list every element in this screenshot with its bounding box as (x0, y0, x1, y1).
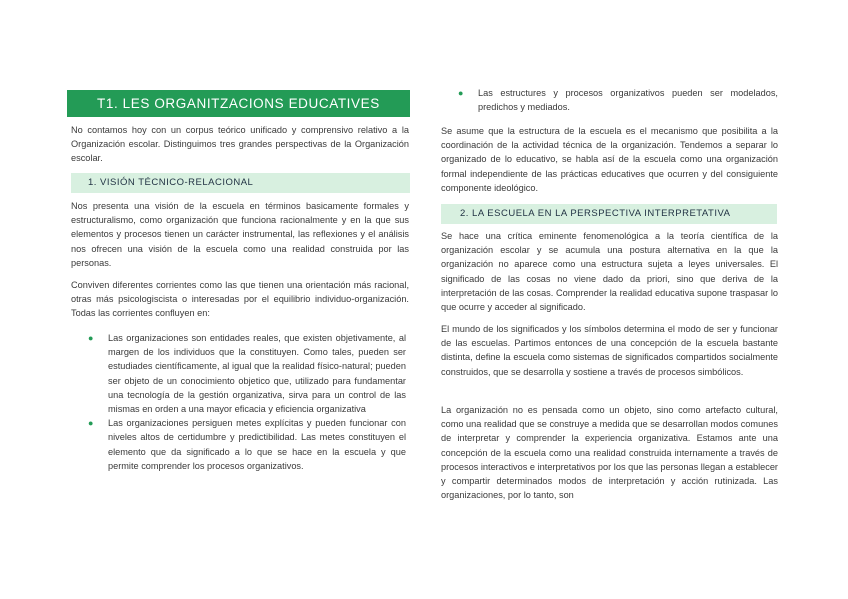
intro-paragraph: No contamos hoy con un corpus teórico unificado y comprensivo relativo a la Organización escolar. Distinguimos tres grandes perspectivas de la Organización escolar. (71, 125, 409, 164)
list-item-text: Las organizaciones persiguen metes explícitas y pueden funcionar con niveles altos de certidumbre y predictibilidad. Las metes constituyen el elemento que da significado a lo que se hace en la escuela y que permite comprender los procesos organizativos. (108, 418, 406, 471)
list-item-text: Las organizaciones son entidades reales, que existen objetivamente, al margen de los individuos que la constituyen. Como tales, pueden ser estudiades científicamente, al igual que la realidad físico-natural; pueden ser objeto de un conocimiento objetico que, utilizado para fundamentar una tecnología de la gestión organizativa, sirva para un control de las mismas en orden a una mayor eficacia y eficiencia organizativa (108, 333, 406, 415)
section2-paragraph-3: La organización no es pensada como un objeto, sino como artefacto cultural, como una realidad que se construye a medida que se desarrollan modos comunes de interpretar y comprender la experiencia organizativa. Estamos ante una concepción de la escuela como una realidad construida internamente a través de procesos interactivos e interpretativos por los que las personas llegan a establecer y compartir determinados modos de interpretación y acción rutinizada. Las organizaciones, por lo tanto, son (441, 405, 778, 501)
list-item (88, 331, 406, 416)
list-item-text: Las estructures y procesos organizativos pueden ser modelados, predichos y mediados. (478, 88, 778, 113)
section1-paragraph-1: Nos presenta una visión de la escuela en términos basicamente formales y estructuralismo, como organización que funciona racionalmente y en la que sus elementos y procesos tienen un carácter instrumental, las reflexiones y el análisis nos ofrecen una visión de la escuela como una realidad construida por las personas. (71, 201, 409, 268)
section1-paragraph-2: Conviven diferentes corrientes como las que tienen una orientación más racional, otras más psicologiscista o interesadas por el equilibrio individuo-organización. Todas las corrientes confluyen en: (71, 280, 409, 319)
bullet-dot-icon: ● (88, 333, 94, 343)
section-heading-2: 2. LA ESCUELA EN LA PERSPECTIVA INTERPRETATIVA (441, 204, 777, 224)
section1-bullet-list (88, 331, 406, 473)
list-item (458, 86, 778, 114)
list-item (88, 416, 406, 473)
section2-paragraph-1: Se hace una crítica eminente fenomenológica a la teoría científica de la organización escolar y se acumula una postura alternativa en la que la organización no aparece como una estructura sujeta a leyes universales. El significado de las cosas no viene dado da priori, sino que deriva de la interpretación de las cosas. Comprender la realidad educativa supone traspasar lo que ocurre y acceder al significado. (441, 231, 778, 313)
right-paragraph-1: Se asume que la estructura de la escuela es el mecanismo que posibilita a la coordinación de la actividad técnica de la organización. Tendemos a separar lo organizado de lo educativo, se habla así de la escuela como una organización formal independiente de las prácticas educatives que ocurren y del consiguiente componente ideológico. (441, 126, 778, 193)
top-bullet-list (458, 86, 778, 114)
bullet-dot-icon: ● (88, 418, 94, 429)
page-title: T1. LES ORGANITZACIONS EDUCATIVES (67, 90, 410, 117)
section2-paragraph-2: El mundo de los significados y los símbolos determina el modo de ser y funcionar de las escuelas. Partimos entonces de una concepción de la escuela bastante distinta, define la escuela como sistemas de significados compartidos socialmente construidos, que se desarrolla y sostiene a través de procesos simbólicos. (441, 324, 778, 377)
bullet-dot-icon: ● (458, 88, 464, 98)
section-heading-1: 1. VISIÓN TÉCNICO-RELACIONAL (71, 173, 410, 193)
